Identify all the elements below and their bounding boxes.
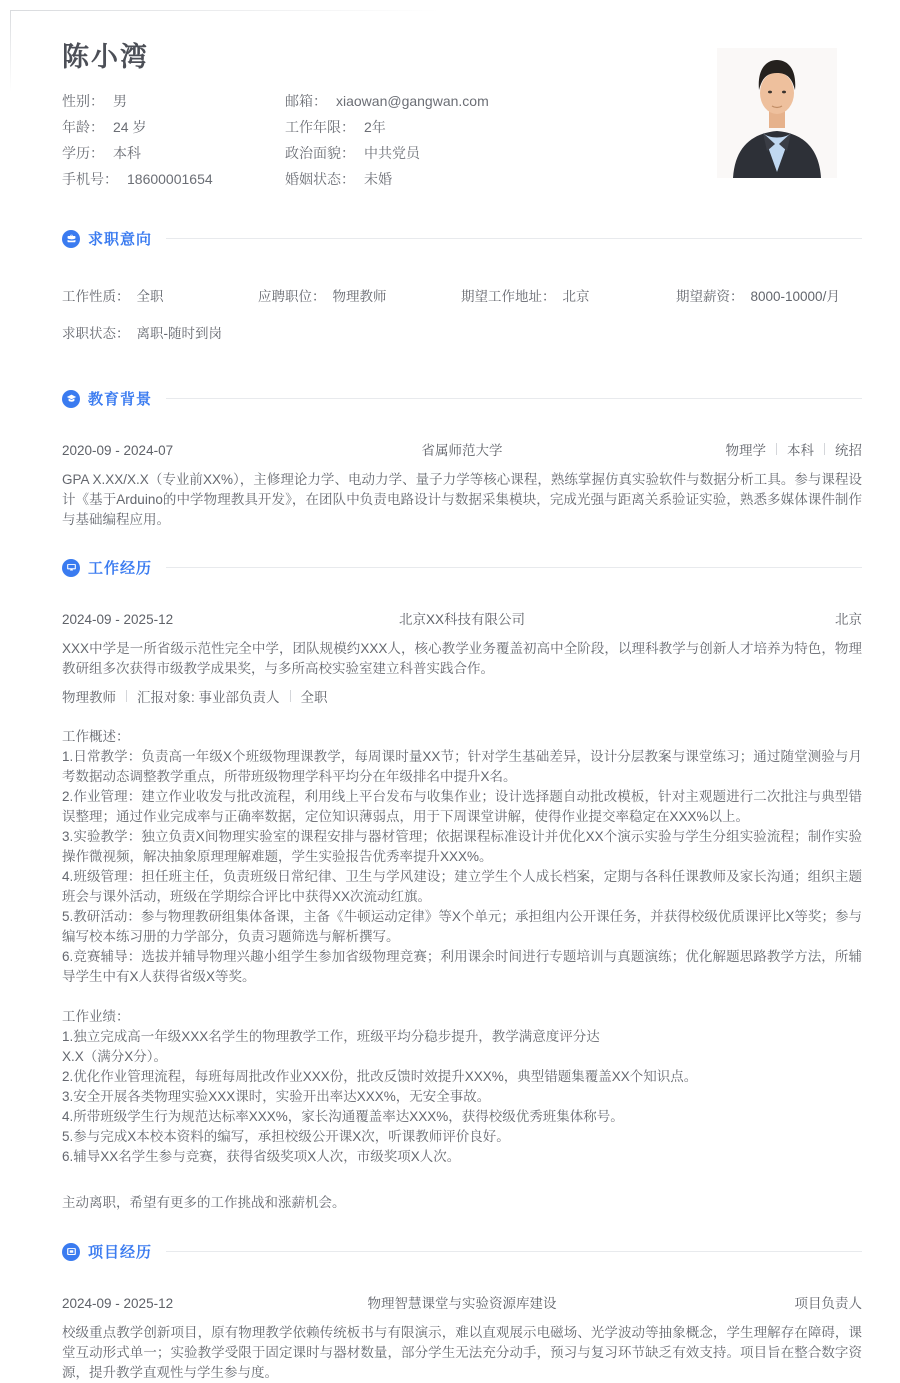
work-overview-item: 2.作业管理：建立作业收发与批改流程，利用线上平台发布与收集作业；设计选择题自动批改模板，针对主观题进行二次批注与典型错误整理；通过作业完成率与正确率数据，定位知识薄弱点，用于下周课堂讲解，使得作业提交率稳定在XXX%以上。 xyxy=(62,789,862,824)
basic-info-left-column xyxy=(62,88,285,192)
section-divider xyxy=(166,398,862,399)
info-field xyxy=(285,88,489,114)
page-border-top xyxy=(10,10,440,11)
section-header-intention xyxy=(62,228,862,249)
work-achievement-item: 4.所带班级学生行为规范达标率XXX%，家长沟通覆盖率达XXX%，获得校级优秀班集体称号。 xyxy=(62,1109,624,1124)
section-title: 项目经历 xyxy=(88,1244,153,1261)
work-role-tag: 物理教师 xyxy=(62,690,116,705)
graduation-cap-icon xyxy=(62,390,80,408)
work-period: 2024-09 - 2025-12 xyxy=(62,612,174,627)
work-overview-item: 3.实验教学：独立负责X间物理实验室的课程安排与器材管理；依据课程标准设计并优化XX个演示实验与学生分组实验流程；制作实验操作微视频，解决抽象原理理解难题，学生实验报告优秀率提升XXX%。 xyxy=(62,829,862,864)
intention-field xyxy=(62,285,258,305)
info-label: 邮箱： xyxy=(285,93,327,109)
education-school: 省属师范大学 xyxy=(421,443,503,458)
info-label: 性别： xyxy=(62,93,104,109)
info-field xyxy=(285,140,489,166)
info-field xyxy=(62,114,285,140)
field-value: 离职-随时到岗 xyxy=(136,326,222,341)
section-divider xyxy=(166,567,862,568)
work-role-row xyxy=(62,686,862,706)
info-label: 手机号： xyxy=(62,171,118,187)
education-tag: 统招 xyxy=(814,439,862,459)
section-title: 求职意向 xyxy=(88,231,153,248)
info-label: 政治面貌： xyxy=(285,145,355,161)
folder-icon xyxy=(62,1243,80,1261)
project-role: 项目负责人 xyxy=(794,1296,862,1311)
field-value: 8000-10000/月 xyxy=(750,289,840,304)
field-label: 工作性质： xyxy=(62,289,130,304)
work-achievement-item: X.X（满分X分）。 xyxy=(62,1049,168,1064)
intention-field xyxy=(62,322,258,342)
work-overview-item: 5.教研活动：参与物理教研组集体备课，主备《牛顿运动定律》等X个单元；承担组内公开课任务，并获得校级优质课评比X等奖；参与编写校本练习册的力学部分，负责习题筛选与解析撰写。 xyxy=(62,909,862,944)
work-achievement-item: 2.优化作业管理流程，每班每周批改作业XXX份，批改反馈时效提升XXX%，典型错题集覆盖XX个知识点。 xyxy=(62,1069,698,1084)
field-value: 全职 xyxy=(136,289,164,304)
info-label: 工作年限： xyxy=(285,119,355,135)
section-header-project xyxy=(62,1241,862,1262)
info-value: xiaowan@gangwan.com xyxy=(336,93,489,109)
info-value: 中共党员 xyxy=(364,145,420,161)
info-field xyxy=(62,166,285,192)
info-field xyxy=(62,88,285,114)
monitor-icon xyxy=(62,559,80,577)
intention-row-1 xyxy=(62,285,862,305)
education-tags xyxy=(503,439,863,459)
intention-field xyxy=(676,285,840,305)
education-period: 2020-09 - 2024-07 xyxy=(62,443,174,458)
project-description: 校级重点教学创新项目，原有物理教学依赖传统板书与有限演示，难以直观展示电磁场、光学波动等抽象概念，学生理解存在障碍，课堂互动形式单一；实验教学受限于固定课时与器材数量，部分学生无法充分动手，预习与复习环节缺乏有效支持。项目旨在整合数字资源，提升教学直观性与学生参与度。 xyxy=(62,1325,862,1380)
section-title: 教育背景 xyxy=(88,391,153,408)
basic-info-right-column xyxy=(285,88,489,192)
education-meta-row xyxy=(62,439,862,459)
info-value: 18600001654 xyxy=(127,171,213,187)
section-divider xyxy=(166,1251,862,1252)
intention-row-2 xyxy=(62,322,862,342)
work-location: 北京 xyxy=(835,612,863,627)
section-divider xyxy=(166,238,862,239)
work-achievement-item: 5.参与完成X本校本资料的编写，承担校级公开课X次，听课教师评价良好。 xyxy=(62,1129,510,1144)
profile-photo xyxy=(717,48,837,178)
candidate-name: 陈小湾 xyxy=(62,42,149,72)
work-overview-list xyxy=(62,747,862,987)
page-border-left xyxy=(10,10,11,92)
work-role-tag: 全职 xyxy=(280,686,328,706)
info-label: 学历： xyxy=(62,145,104,161)
work-company-intro: XXX中学是一所省级示范性完全中学，团队规模约XXX人，核心教学业务覆盖初高中全阶段，以理科教学与创新人才培养为特色，物理教研组多次获得市级教学成果奖，与多所高校实验室建立科普实践合作。 xyxy=(62,641,862,676)
work-achievement-item: 1.独立完成高一年级XXX名学生的物理教学工作，班级平均分稳步提升，教学满意度评分达 xyxy=(62,1029,600,1044)
education-description: GPA X.XX/X.X（专业前XX%），主修理论力学、电动力学、量子力学等核心课程，熟练掌握仿真实验软件与数据分析工具。参与课程设计《基于Arduino的中学物理教具开发》，在团队中负责电路设计与数据采集模块，完成光强与距离关系验证实验，熟悉多媒体课件制作与基础编程应用。 xyxy=(62,472,862,527)
work-role-tags xyxy=(62,686,328,706)
education-tag: 本科 xyxy=(766,439,814,459)
work-achievements-title: 工作业绩： xyxy=(62,1009,130,1024)
section-header-work xyxy=(62,557,862,578)
info-value: 本科 xyxy=(113,145,141,161)
work-overview xyxy=(62,727,862,987)
project-period: 2024-09 - 2025-12 xyxy=(62,1296,174,1311)
field-value: 北京 xyxy=(562,289,590,304)
field-label: 期望薪资： xyxy=(676,289,744,304)
work-leave-reason: 主动离职，希望有更多的工作挑战和涨薪机会。 xyxy=(62,1195,346,1210)
info-label: 年龄： xyxy=(62,119,104,135)
work-achievements xyxy=(62,1007,862,1167)
info-value: 男 xyxy=(113,93,127,109)
work-overview-item: 6.竞赛辅导：选拔并辅导物理兴趣小组学生参加省级物理竞赛；利用课余时间进行专题培训与真题演练；优化解题思路教学方法，所辅导学生中有X人获得省级X等奖。 xyxy=(62,949,862,984)
info-value: 未婚 xyxy=(364,171,392,187)
section-title: 工作经历 xyxy=(88,560,153,577)
section-header-education xyxy=(62,388,862,409)
work-overview-item: 1.日常教学：负责高一年级X个班级物理课教学，每周课时量XX节；针对学生基础差异，设计分层教案与课堂练习；通过随堂测验与月考数据动态调整教学重点，所带班级物理学科平均分在年级排名中提升X名。 xyxy=(62,749,862,784)
briefcase-icon xyxy=(62,230,80,248)
work-meta-row xyxy=(62,608,862,628)
field-label: 期望工作地址： xyxy=(461,289,556,304)
field-value: 物理教师 xyxy=(332,289,387,304)
work-overview-item: 4.班级管理：担任班主任，负责班级日常纪律、卫生与学风建设；建立学生个人成长档案，定期与各科任课教师及家长沟通；组织主题班会与课外活动，班级在学期综合评比中获得XX次流动红旗。 xyxy=(62,869,862,904)
info-field xyxy=(285,166,489,192)
work-achievement-item: 6.辅导XX名学生参与竞赛，获得省级奖项X人次，市级奖项X人次。 xyxy=(62,1149,461,1164)
work-achievement-item: 3.安全开展各类物理实验XXX课时，实验开出率达XXX%，无安全事故。 xyxy=(62,1089,491,1104)
field-label: 应聘职位： xyxy=(258,289,326,304)
work-overview-title: 工作概述： xyxy=(62,729,130,744)
info-value: 24 岁 xyxy=(113,119,147,135)
info-field xyxy=(285,114,489,140)
intention-field xyxy=(461,285,676,305)
work-role-tag: 汇报对象: 事业部负责人 xyxy=(116,686,280,706)
info-label: 婚姻状态： xyxy=(285,171,355,187)
work-company: 北京XX科技有限公司 xyxy=(399,612,526,627)
intention-field xyxy=(258,285,461,305)
project-name: 物理智慧课堂与实验资源库建设 xyxy=(367,1296,557,1311)
info-value: 2年 xyxy=(364,119,386,135)
education-tag: 物理学 xyxy=(725,443,766,458)
work-achievements-list xyxy=(62,1027,862,1167)
info-field xyxy=(62,140,285,166)
field-label: 求职状态： xyxy=(62,326,130,341)
project-meta-row xyxy=(62,1292,862,1312)
